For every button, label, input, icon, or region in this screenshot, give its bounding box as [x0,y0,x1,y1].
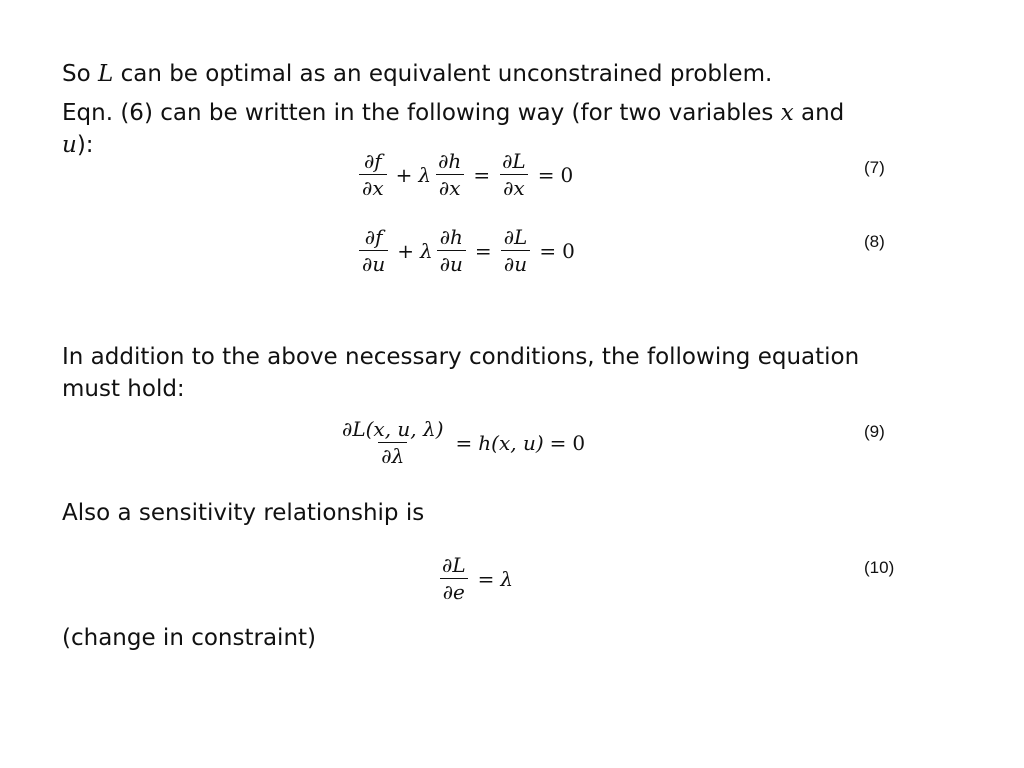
variable-u: u [62,132,77,158]
fraction-numerator: ∂h [439,225,463,249]
text-segment: So [62,61,98,87]
fraction-denominator: ∂λ [378,442,407,467]
fraction-denominator: ∂x [359,174,387,199]
text-segment: Eqn. (6) can be written in the following way (for two variables [62,100,781,126]
paragraph-additional-condition-line1: In addition to the above necessary conditions, the following equation [62,344,860,370]
fraction-dL-du [501,226,531,275]
fraction-denominator: ∂e [440,578,468,603]
plus-operator: + [395,162,413,187]
fraction-df-du [359,226,388,275]
equation-8 [356,226,575,275]
equation-number-9: (9) [864,422,885,441]
fraction-dL-dx [499,150,529,199]
text-segment: can be optimal as an equivalent unconstrained problem. [113,61,773,87]
equation-7 [356,150,573,199]
lambda-symbol: λ [418,162,432,187]
fraction-numerator: ∂L [442,553,466,577]
zero-value: 0 [562,238,575,263]
fraction-denominator: ∂x [500,174,528,199]
fraction-numerator: ∂L [503,225,528,249]
fraction-numerator: ∂f [363,149,382,173]
equals-operator: = [549,430,567,455]
fraction-numerator: ∂L [502,149,526,173]
paragraph-additional-condition-line2: must hold: [62,376,185,402]
constraint-function: h(x, u) [478,430,544,455]
variable-x: x [780,100,794,126]
variable-L: L [97,61,114,87]
fraction-denominator: ∂u [359,250,388,275]
equals-operator: = [537,162,555,187]
fraction-df-dx [359,150,387,199]
paragraph-optimal-statement [62,58,772,90]
zero-value: 0 [560,162,574,187]
fraction-denominator: ∂u [437,250,466,275]
fraction-numerator: ∂h [438,149,462,173]
fraction-denominator: ∂x [436,174,464,199]
fraction-denominator: ∂u [501,250,530,275]
lambda-symbol: λ [420,238,433,263]
equation-number-10: (10) [864,558,895,577]
equation-number-8: (8) [864,232,885,251]
equals-operator: = [477,566,495,591]
equation-10 [436,554,513,603]
fraction-dh-du [437,226,466,275]
text-segment: ): [76,132,94,158]
paragraph-change-in-constraint: (change in constraint) [62,625,317,651]
equation-9 [336,418,585,467]
paragraph-sensitivity: Also a sensitivity relationship is [62,500,425,526]
fraction-dh-dx [435,150,464,199]
equals-operator: = [539,238,557,263]
lambda-symbol: λ [500,566,514,591]
paragraph-eqn6-intro-line2 [62,129,94,161]
zero-value: 0 [572,430,586,455]
equals-operator: = [473,162,491,187]
fraction-numerator: ∂L(x, u, λ) [342,417,444,441]
fraction-dL-dlambda [339,418,447,467]
equals-operator: = [474,238,492,263]
text-segment: and [793,100,845,126]
fraction-numerator: ∂f [364,225,383,249]
plus-operator: + [397,238,414,263]
paragraph-eqn6-intro-line1 [62,97,844,129]
fraction-dL-de [439,554,469,603]
equation-number-7: (7) [864,158,885,177]
equals-operator: = [455,430,473,455]
